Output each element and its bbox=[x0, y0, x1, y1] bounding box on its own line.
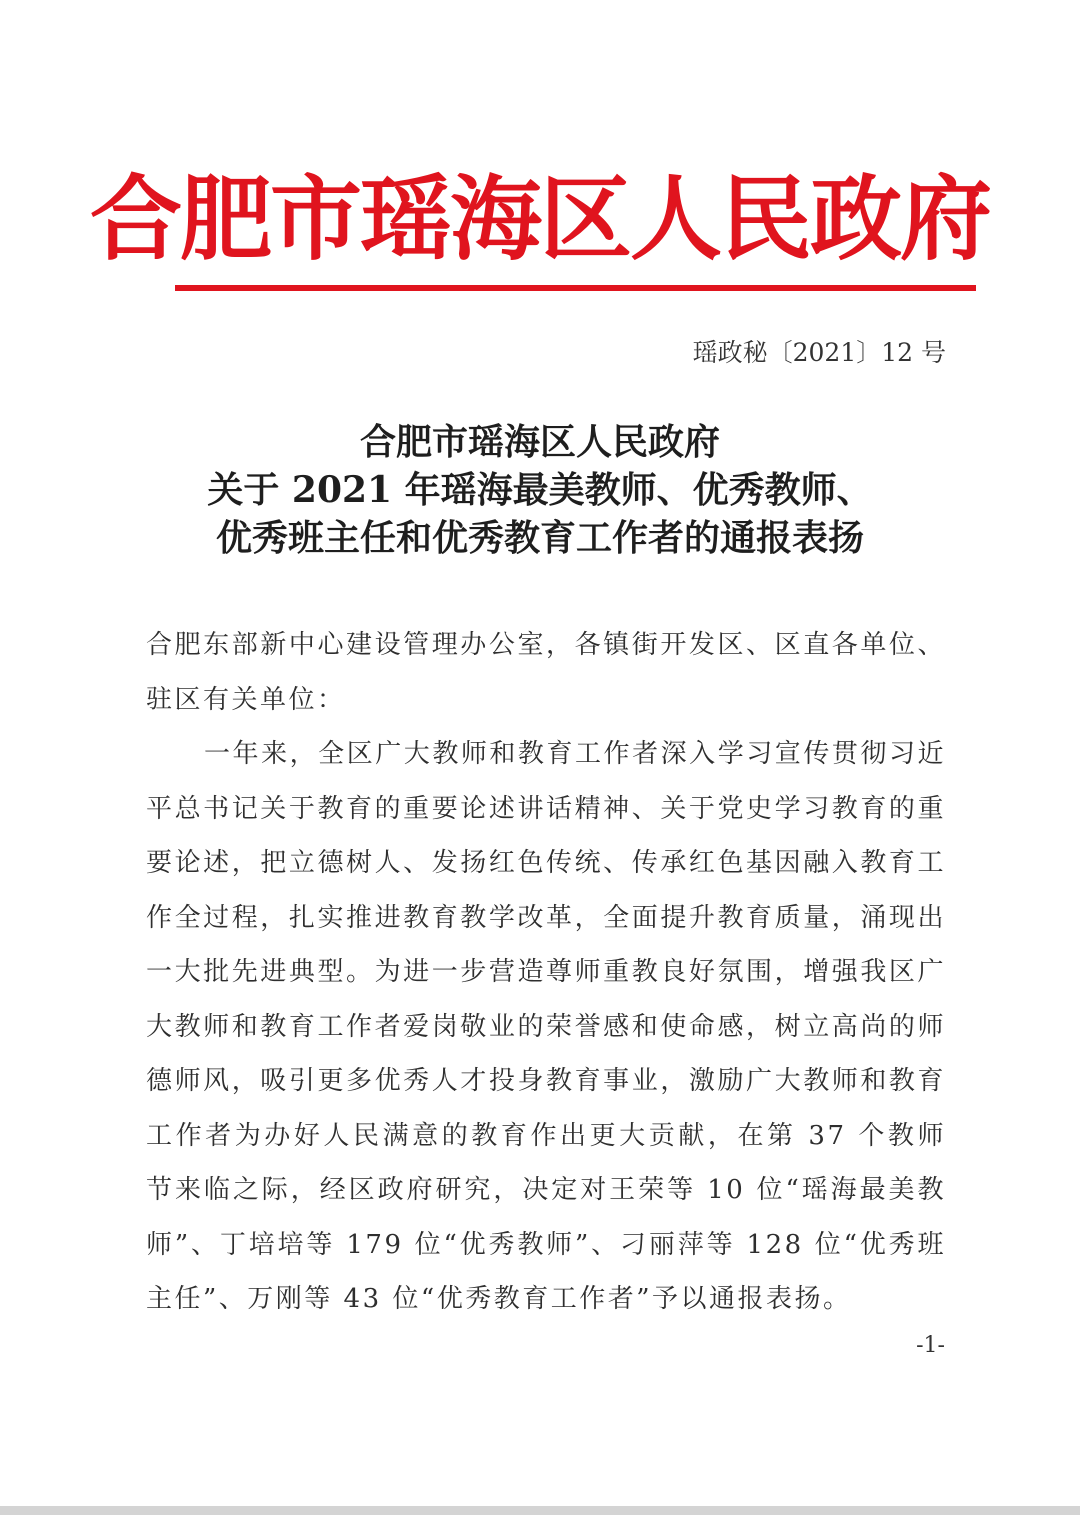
document-title bbox=[0, 418, 1080, 562]
title-line-2: 关于 2021 年瑶海最美教师、优秀教师、 bbox=[207, 469, 873, 511]
body-paragraph: 一年来，全区广大教师和教育工作者深入学习宣传贯彻习近平总书记关于教育的重要论述讲话精神、关于党史学习教育的重要论述，把立德树人、发扬红色传统、传承红色基因融入教育工作全过程，扎实推进教育教学改革，全面提升教育质量，涌现出一大批先进典型。为进一步营造尊师重教良好氛围，增强我区广大教师和教育工作者爱岗敬业的荣誉感和使命感，树立高尚的师德师风，吸引更多优秀人才投身教育事业，激励广大教师和教育工作者为办好人民满意的教育作出更大贡献，在第 37 个教师节来临之际，经区政府研究，决定对王荣等 10 位“瑶海最美教师”、丁培培等 179 位“优秀教师”、刁丽萍等 128 位“优秀班主任”、万刚等 43 位“优秀教育工作者”予以通报表扬。 bbox=[146, 739, 946, 1314]
masthead-title: 合肥市瑶海区人民政府 bbox=[89, 166, 990, 273]
document-body bbox=[146, 618, 946, 1327]
title-line-1: 合肥市瑶海区人民政府 bbox=[359, 421, 720, 463]
red-divider-line bbox=[175, 285, 976, 291]
document-number: 瑶政秘〔2021〕12 号 bbox=[692, 338, 946, 367]
title-line-3: 优秀班主任和优秀教育工作者的通报表扬 bbox=[215, 517, 864, 559]
bottom-scroll-edge bbox=[0, 1506, 1080, 1515]
salutation-paragraph: 合肥东部新中心建设管理办公室，各镇街开发区、区直各单位、驻区有关单位： bbox=[146, 630, 946, 715]
page-number: -1- bbox=[916, 1333, 945, 1358]
